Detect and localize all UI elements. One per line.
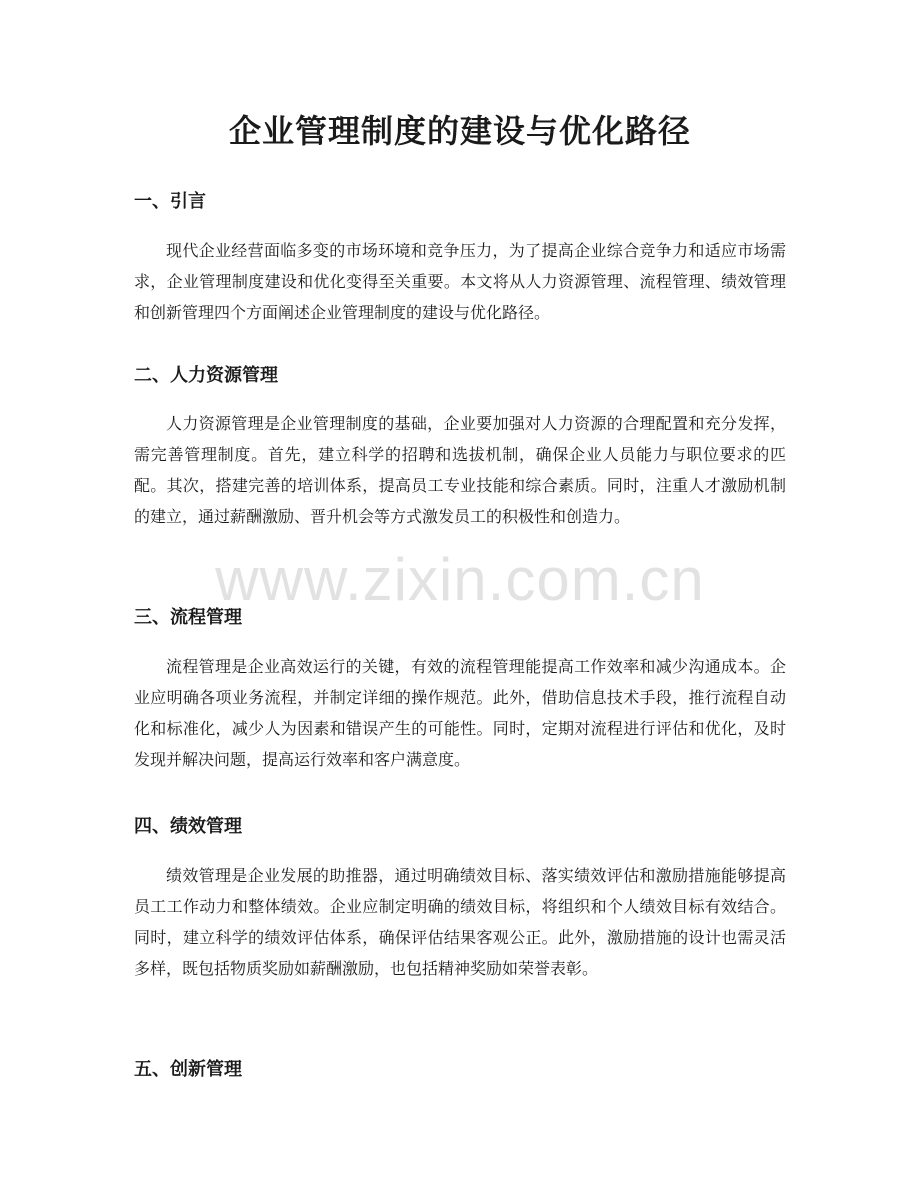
section-paragraph-introduction: 现代企业经营面临多变的市场环境和竞争压力，为了提高企业综合竞争力和适应市场需求，企业管理制度建设和优化变得至关重要。本文将从人力资源管理、流程管理、绩效管理和创新管理四个方面阐述企业管理制度的建设与优化路径。 (134, 241, 786, 322)
watermark: www.zixin.com.cn (215, 546, 705, 613)
section-paragraph-hr: 人力资源管理是企业管理制度的基础，企业要加强对人力资源的合理配置和充分发挥，需完善管理制度。首先，建立科学的招聘和选拔机制，确保企业人员能力与职位要求的匹配。其次，搭建完善的培训体系，提高员工专业技能和综合素质。同时，注重人才激励机制的建立，通过薪酬激励、晋升机会等方式激发员工的积极性和创造力。 (134, 414, 786, 526)
section-heading-hr: 二、人力资源管理 (134, 365, 278, 386)
page-title: 企业管理制度的建设与优化路径 (228, 112, 691, 150)
section-heading-introduction: 一、引言 (134, 191, 206, 212)
section-heading-performance: 四、绩效管理 (134, 816, 242, 837)
section-heading-innovation: 五、创新管理 (134, 1059, 242, 1080)
section-heading-process: 三、流程管理 (134, 607, 242, 628)
section-paragraph-performance: 绩效管理是企业发展的助推器，通过明确绩效目标、落实绩效评估和激励措施能够提高员工工作动力和整体绩效。企业应制定明确的绩效目标，将组织和个人绩效目标有效结合。同时，建立科学的绩效评估体系，确保评估结果客观公正。此外，激励措施的设计也需灵活多样，既包括物质奖励如薪酬激励，也包括精神奖励如荣誉表彰。 (134, 866, 786, 978)
section-paragraph-process: 流程管理是企业高效运行的关键，有效的流程管理能提高工作效率和减少沟通成本。企业应明确各项业务流程，并制定详细的操作规范。此外，借助信息技术手段，推行流程自动化和标准化，减少人为因素和错误产生的可能性。同时，定期对流程进行评估和优化，及时发现并解决问题，提高运行效率和客户满意度。 (134, 657, 786, 769)
